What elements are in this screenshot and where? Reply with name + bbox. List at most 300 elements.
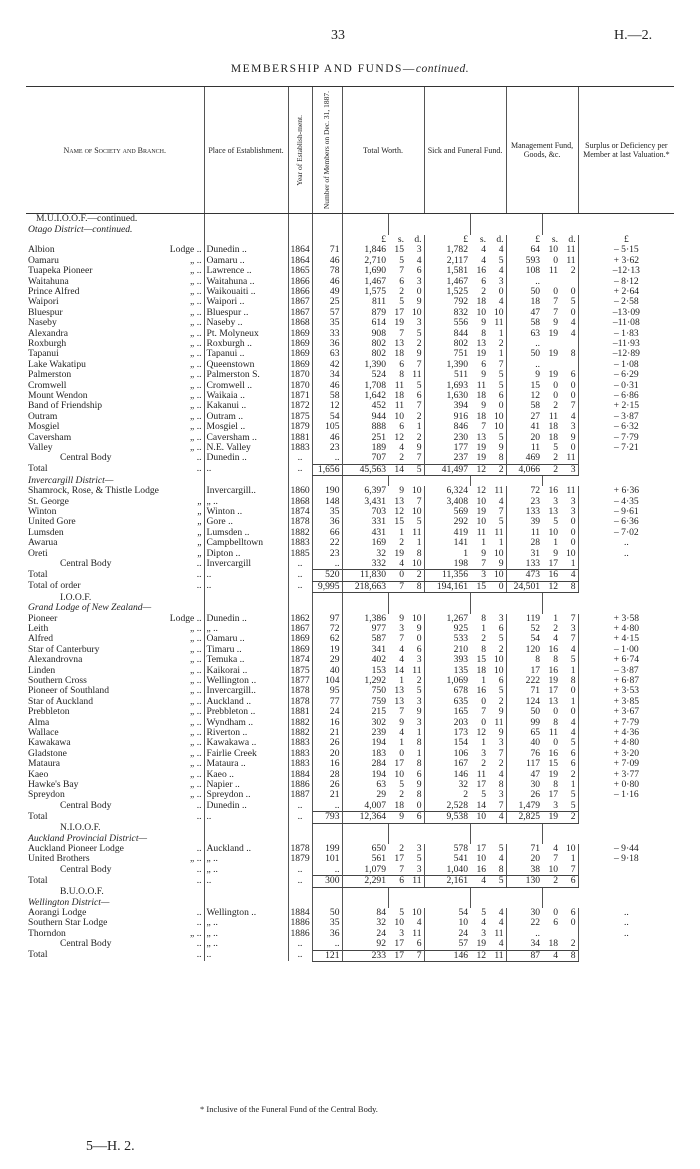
mgmt-pence: 8 (570, 349, 576, 360)
mgmt-shillings: 13 (548, 506, 559, 517)
sick-pounds: 141 (424, 538, 470, 548)
branch-suffix: „ .. (190, 411, 202, 422)
branch-suffix: „ .. (190, 307, 202, 318)
mgmt-pence: 11 (566, 255, 576, 266)
place-cell: Palmerston S. (204, 370, 288, 380)
place-cell: .. (204, 812, 288, 823)
empty-cell (424, 603, 470, 613)
empty-cell (312, 476, 342, 486)
members-cell: 1,656 (312, 464, 342, 475)
mgmt-shillings: 18 (548, 422, 559, 433)
sick-pounds: 1 (424, 549, 470, 559)
sick-shillings: 4 (481, 918, 487, 929)
mgmt-pence: 3 (560, 464, 578, 475)
mgmt-shillings: 18 (548, 939, 559, 950)
year-cell: 1881 (288, 433, 312, 443)
sick-pounds: 844 (424, 329, 470, 339)
mgmt-pence: 4 (570, 728, 576, 739)
sick-pence: 4 (498, 907, 504, 918)
empty-cell (542, 214, 560, 225)
sick-pence: 4 (498, 266, 504, 277)
empty-cell (204, 476, 288, 486)
year-cell: 1870 (288, 370, 312, 380)
empty-cell (542, 898, 560, 908)
surplus-cell: .. (578, 549, 674, 559)
branch-name (26, 718, 204, 728)
empty-cell (560, 593, 578, 603)
branch-row (26, 686, 674, 696)
worth-shillings: 5 (399, 907, 404, 918)
year-cell: 1869 (288, 634, 312, 644)
members-cell: .. (312, 939, 342, 950)
mgmt-pounds: 30 (506, 908, 542, 918)
members-cell: 34 (312, 370, 342, 380)
surplus-cell (578, 812, 674, 823)
empty-cell (342, 834, 388, 844)
year-cell: 1871 (288, 391, 312, 401)
branch-name (26, 412, 204, 422)
branch-name-text: Tapanui (28, 349, 59, 360)
sick-shillings: 11 (476, 769, 487, 780)
sick-pence: 7 (498, 359, 504, 370)
branch-name-text: Pioneer (28, 613, 58, 624)
sick-pounds: 2 (424, 790, 470, 800)
mgmt-pence: 10 (566, 843, 576, 854)
place-cell: Invercargill.. (204, 486, 288, 496)
members-cell: 16 (312, 759, 342, 769)
branch-suffix: Lodge .. (169, 245, 202, 256)
surplus-cell: – 9·61 (578, 507, 674, 517)
place-cell (204, 235, 288, 245)
branch-row (26, 401, 674, 411)
worth-shillings: 2 (399, 286, 404, 297)
sick-pounds: 57 (424, 939, 470, 950)
sick-pence: 5 (498, 686, 504, 697)
worth-pence: 4 (416, 255, 422, 266)
branch-name (26, 277, 204, 287)
mgmt-pounds: 12 (506, 391, 542, 401)
place-cell: Kaikorai .. (204, 666, 288, 676)
worth-pounds: 32 (342, 549, 388, 559)
sick-shillings: 8 (481, 613, 487, 624)
branch-name-text: Leith (28, 623, 49, 634)
worth-shillings: 5 (399, 297, 404, 308)
surplus-cell: + 2·15 (578, 401, 674, 411)
worth-pence: 7 (416, 359, 422, 370)
worth-shillings: 6 (399, 422, 404, 433)
empty-cell (470, 823, 488, 833)
total-row (26, 581, 674, 592)
surplus-cell: + 4·80 (578, 624, 674, 634)
branch-suffix: „ .. (190, 780, 202, 791)
mgmt-pounds: 63 (506, 329, 542, 339)
mgmt-shillings: 0 (553, 380, 559, 391)
surplus-cell: + 7·79 (578, 718, 674, 728)
branch-name (26, 854, 204, 864)
col-year-label: Year of Establish-ment. (295, 114, 304, 186)
place-cell: Waipori .. (204, 297, 288, 307)
sick-pence: 1 (498, 538, 504, 549)
title-text: MEMBERSHIP AND FUNDS— (230, 63, 416, 75)
worth-pence: 8 (406, 581, 424, 592)
sick-pounds: 556 (424, 318, 470, 328)
place-cell: „ .. (204, 939, 288, 950)
branch-row (26, 538, 674, 548)
mgmt-shillings: 7 (553, 854, 559, 865)
worth-shillings: 12 (394, 506, 404, 517)
sick-pence: 8 (498, 453, 504, 464)
branch-name-text: Roxburgh (28, 338, 67, 349)
branch-name-text: Central Body (60, 559, 112, 570)
branch-row (26, 697, 674, 707)
sick-pounds: 1,581 (424, 266, 470, 276)
empty-cell (424, 898, 470, 908)
mgmt-pounds: 2,825 (506, 812, 542, 823)
surplus-cell: + 3·85 (578, 697, 674, 707)
members-cell: 95 (312, 686, 342, 696)
worth-pence: 9 (416, 443, 422, 454)
place-cell: Timaru .. (204, 645, 288, 655)
empty-cell (560, 823, 578, 833)
mgmt-pence: 4 (570, 644, 576, 655)
sick-pence: 3 (498, 738, 504, 749)
worth-pounds: 1,575 (342, 287, 388, 297)
footnote: * Inclusive of the Funeral Fund of the Central Body. (200, 1104, 378, 1114)
col-name: Name of Society and Branch. (26, 87, 204, 214)
worth-pounds: 2,710 (342, 256, 388, 266)
year-cell: 1882 (288, 718, 312, 728)
mgmt-shillings: 17 (548, 686, 559, 697)
sick-pence: 7 (498, 748, 504, 759)
worth-pence: 1 (416, 748, 422, 759)
sick-pounds: 237 (424, 453, 470, 464)
mgmt-pounds: 130 (506, 876, 542, 887)
surplus-cell: + 0·80 (578, 780, 674, 790)
branch-suffix: Lodge .. (169, 613, 202, 624)
mgmt-shillings: 3 (553, 800, 559, 811)
mgmt-pence: 2 (570, 939, 576, 950)
sick-pounds: 635 (424, 697, 470, 707)
district-name: Wellington District— (28, 897, 110, 908)
worth-shillings: 9 (399, 717, 404, 728)
empty-cell (312, 593, 342, 603)
place-cell: .. (204, 570, 288, 581)
mgmt-pence (560, 277, 578, 287)
branch-name-text: Thorndon (28, 928, 66, 939)
members-cell: 57 (312, 308, 342, 318)
worth-pounds: 29 (342, 790, 388, 800)
sick-pence: 3 (498, 276, 504, 287)
worth-pounds: 92 (342, 939, 388, 950)
branch-name (26, 360, 204, 370)
mgmt-shillings (542, 360, 560, 370)
sick-pounds: 569 (424, 507, 470, 517)
worth-shillings: 4 (399, 644, 404, 655)
branch-name-text: Hawke's Bay (28, 780, 79, 791)
sick-pounds: 533 (424, 634, 470, 644)
members-cell: 121 (312, 950, 342, 961)
empty-cell (488, 887, 506, 897)
worth-pounds: 302 (342, 718, 388, 728)
mgmt-pounds: 47 (506, 308, 542, 318)
empty-cell (542, 834, 560, 844)
sick-pence: 8 (498, 780, 504, 791)
worth-shillings: 17 (388, 950, 406, 961)
branch-suffix: „ .. (190, 665, 202, 676)
branch-name (26, 349, 204, 359)
branch-suffix: .. (196, 843, 202, 854)
mgmt-shillings: 19 (548, 349, 559, 360)
mgmt-pounds: 9 (506, 370, 542, 380)
mgmt-shillings: 4 (542, 950, 560, 961)
year-cell: 1883 (288, 443, 312, 453)
branch-row (26, 614, 674, 624)
worth-pence: 6 (406, 812, 424, 823)
surplus-cell: + 6·87 (578, 676, 674, 686)
empty-cell (506, 214, 542, 225)
year-cell: 1868 (288, 318, 312, 328)
mgmt-shillings: 7 (553, 297, 559, 308)
surplus-cell: – 6·32 (578, 422, 674, 432)
place-cell: Bluespur .. (204, 308, 288, 318)
sick-shillings: 10 (476, 496, 487, 507)
place-cell: Dunedin .. (204, 453, 288, 464)
place-cell: Napier .. (204, 780, 288, 790)
mgmt-pence: 4 (560, 570, 578, 581)
worth-pounds: 153 (342, 666, 388, 676)
surplus-cell: – 7·79 (578, 433, 674, 443)
branch-name-text: Central Body (60, 864, 112, 875)
mgmt-shillings: 13 (548, 696, 559, 707)
worth-pence: 6 (416, 266, 422, 277)
branch-suffix: .. (196, 464, 202, 475)
empty-cell (506, 887, 542, 897)
sick-shillings: 19 (476, 939, 487, 950)
mgmt-shillings: 16 (548, 644, 559, 655)
mgmt-pence: 8 (560, 950, 578, 961)
place-cell: Lawrence .. (204, 266, 288, 276)
sick-pence: 4 (498, 854, 504, 865)
worth-pence: 4 (416, 918, 422, 929)
mgmt-pence: d. (568, 234, 576, 245)
mgmt-pence: 0 (570, 707, 576, 718)
empty-cell (388, 823, 406, 833)
mgmt-pence: 3 (570, 422, 576, 433)
sick-shillings: 3 (470, 570, 488, 581)
mgmt-pence: 6 (560, 876, 578, 887)
empty-cell (204, 887, 288, 897)
worth-pence: 11 (412, 928, 422, 939)
sick-shillings: 19 (476, 453, 487, 464)
worth-pounds: £ (342, 235, 388, 245)
mgmt-pounds: 593 (506, 256, 542, 266)
members-cell: 63 (312, 349, 342, 359)
mgmt-shillings: 19 (548, 769, 559, 780)
mgmt-pounds: 117 (506, 759, 542, 769)
worth-shillings: 2 (399, 790, 404, 801)
place-cell: „ .. (204, 624, 288, 634)
worth-pounds: 431 (342, 528, 388, 538)
sick-shillings: 12 (470, 950, 488, 961)
worth-pence: 5 (416, 517, 422, 528)
branch-name-text: Alfred (28, 634, 54, 645)
worth-pounds: 189 (342, 443, 388, 453)
branch-row (26, 780, 674, 790)
empty-cell (506, 476, 542, 486)
branch-name-text: Total (28, 875, 48, 886)
worth-pence: 10 (411, 613, 422, 624)
mgmt-pounds: 39 (506, 517, 542, 527)
mgmt-pence: 0 (570, 380, 576, 391)
empty-cell (542, 476, 560, 486)
mgmt-shillings: 0 (553, 391, 559, 402)
members-cell: 9,995 (312, 581, 342, 592)
year-cell: 1877 (288, 676, 312, 686)
sick-shillings: 12 (476, 728, 487, 739)
worth-pence: 3 (416, 843, 422, 854)
sick-pounds: 751 (424, 349, 470, 359)
worth-pounds: 12,364 (342, 812, 388, 823)
mgmt-pounds: 11 (506, 528, 542, 538)
worth-pounds: 284 (342, 759, 388, 769)
worth-pence: 0 (416, 800, 422, 811)
branch-name (26, 370, 204, 380)
branch-name-text: Cromwell (28, 380, 67, 391)
worth-pounds: 1,642 (342, 391, 388, 401)
sick-pounds: 2,161 (424, 876, 470, 887)
branch-suffix: „ .. (190, 790, 202, 801)
sick-shillings: 3 (481, 748, 487, 759)
sick-shillings: 19 (476, 506, 487, 517)
sick-pence: 5 (488, 876, 506, 887)
branch-name-text: Auckland Pioneer Lodge (28, 843, 124, 854)
branch-row (26, 517, 674, 527)
mgmt-pounds: 65 (506, 728, 542, 738)
mgmt-shillings: 0 (553, 255, 559, 266)
mgmt-pounds: 27 (506, 412, 542, 422)
membership-table (26, 86, 674, 962)
year-cell: 1879 (288, 422, 312, 432)
sick-pounds: 167 (424, 759, 470, 769)
empty-cell (424, 214, 470, 225)
mgmt-shillings: 2 (542, 876, 560, 887)
mgmt-pence (560, 339, 578, 349)
worth-pence: 10 (411, 486, 422, 497)
sick-pounds: 1,390 (424, 360, 470, 370)
branch-name-text: Lumsden (28, 527, 64, 538)
members-cell: 36 (312, 517, 342, 527)
mgmt-pence: 6 (570, 370, 576, 381)
branch-suffix: „ .. (190, 748, 202, 759)
mgmt-shillings: 1 (553, 613, 559, 624)
members-cell: 101 (312, 854, 342, 864)
empty-cell (288, 476, 312, 486)
worth-pence: 8 (416, 759, 422, 770)
worth-pence: 11 (412, 665, 422, 676)
worth-pence: 6 (416, 644, 422, 655)
worth-pounds: 239 (342, 728, 388, 738)
sick-pence: 10 (493, 307, 504, 318)
branch-suffix: .. (196, 581, 202, 592)
surplus-cell: – 2·58 (578, 297, 674, 307)
year-cell: 1882 (288, 728, 312, 738)
worth-shillings: 14 (394, 665, 404, 676)
worth-pence: 3 (416, 717, 422, 728)
worth-pounds: 63 (342, 780, 388, 790)
sick-pence: 0 (498, 286, 504, 297)
sick-shillings: 6 (481, 359, 487, 370)
mgmt-pence: 2 (570, 266, 576, 277)
mgmt-pounds: 20 (506, 854, 542, 864)
worth-pounds: 879 (342, 308, 388, 318)
mgmt-pence: 6 (570, 907, 576, 918)
society-heading (26, 214, 674, 225)
branch-suffix: „ .. (190, 634, 202, 645)
branch-suffix: „ .. (190, 328, 202, 339)
surplus-cell: + 3·67 (578, 707, 674, 717)
mgmt-pounds: 47 (506, 770, 542, 780)
sick-pence: 2 (488, 464, 506, 475)
empty-cell (506, 898, 542, 908)
members-cell: 58 (312, 391, 342, 401)
place-cell: „ .. (204, 929, 288, 939)
year-cell: .. (288, 570, 312, 581)
sick-shillings: 19 (476, 443, 487, 454)
sick-pence: 4 (498, 769, 504, 780)
mgmt-shillings: 9 (553, 548, 559, 559)
empty-cell (560, 476, 578, 486)
place-cell: Dipton .. (204, 549, 288, 559)
mgmt-pounds: 31 (506, 549, 542, 559)
mgmt-pounds: 124 (506, 697, 542, 707)
empty-cell (424, 225, 470, 235)
worth-pence: 3 (416, 276, 422, 287)
branch-suffix: „ .. (190, 338, 202, 349)
mgmt-pounds: 22 (506, 918, 542, 928)
year-cell: 1878 (288, 517, 312, 527)
worth-pence: 3 (416, 318, 422, 329)
mgmt-pence: 0 (570, 918, 576, 929)
surplus-cell (578, 801, 674, 812)
mgmt-pence: 7 (570, 613, 576, 624)
members-cell: 793 (312, 812, 342, 823)
members-cell: 105 (312, 422, 342, 432)
branch-name-text: Spreydon (28, 790, 65, 801)
branch-suffix: „ .. (190, 297, 202, 308)
place-cell: N.E. Valley (204, 443, 288, 453)
place-cell: Mataura .. (204, 759, 288, 769)
branch-row (26, 266, 674, 276)
mgmt-pence: 1 (570, 854, 576, 865)
branch-row (26, 277, 674, 287)
branch-suffix: „ (197, 527, 202, 538)
worth-shillings: 0 (399, 748, 404, 759)
worth-shillings: 4 (399, 728, 404, 739)
mgmt-shillings: 10 (548, 245, 559, 256)
worth-shillings: 9 (399, 486, 404, 497)
members-cell: 28 (312, 770, 342, 780)
mgmt-pence: 8 (560, 581, 578, 592)
sick-pounds: 393 (424, 655, 470, 665)
branch-suffix: „ .. (190, 675, 202, 686)
members-cell: 46 (312, 277, 342, 287)
branch-name-text: Total (28, 569, 48, 580)
worth-pounds: 402 (342, 655, 388, 665)
sick-pounds: 106 (424, 749, 470, 759)
place-cell: .. (204, 950, 288, 961)
surplus-cell: – 6·36 (578, 517, 674, 527)
worth-pounds: 811 (342, 297, 388, 307)
